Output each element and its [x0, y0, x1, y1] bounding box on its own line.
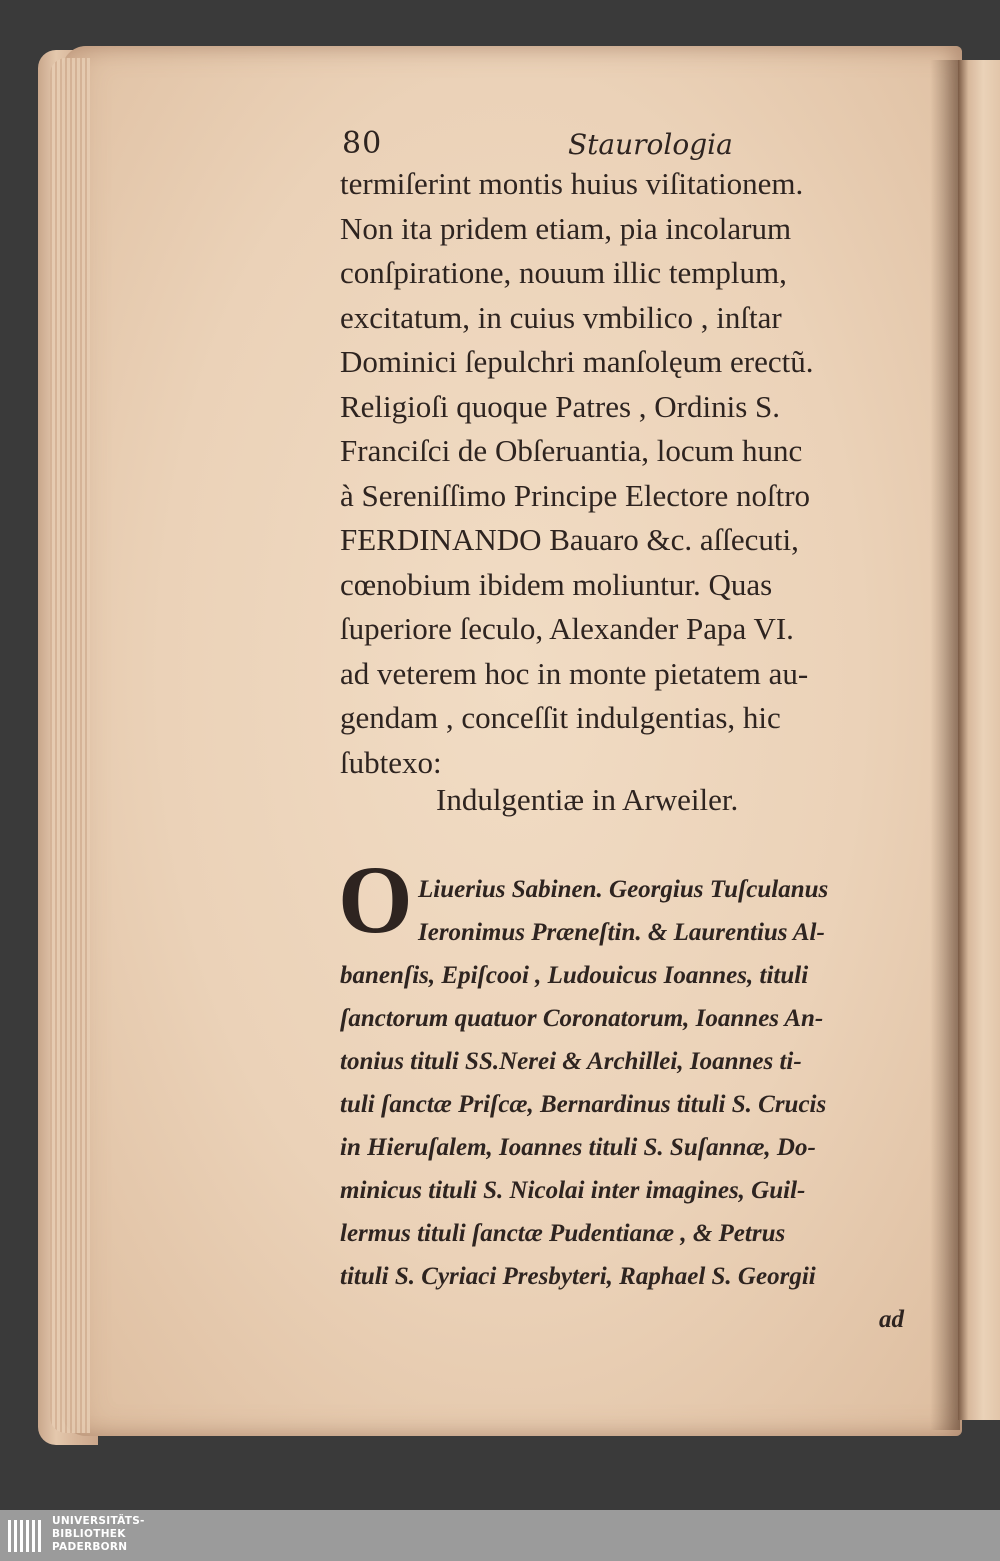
italic-line: banenſis, Epiſcooi , Ludouicus Ioannes, tituli — [340, 962, 809, 989]
library-name-line: UNIVERSITÄTS- — [52, 1515, 145, 1527]
library-footer — [0, 1510, 1000, 1561]
italic-line: in Hieruſalem, Ioannes tituli S. Suſannæ, Do- — [340, 1134, 816, 1161]
catchword: ad — [879, 1306, 904, 1333]
italic-line: Liuerius Sabinen. Georgius Tuſculanus — [418, 876, 829, 903]
drop-cap: O — [338, 846, 413, 953]
body-line: ad veterem hoc in monte pietatem au- — [340, 655, 809, 691]
italic-line: tituli S. Cyriaci Presbyteri, Raphael S. Georgii — [340, 1263, 816, 1290]
body-line: excitatum, in cuius vmbilico , inſtar — [340, 299, 782, 335]
body-line: gendam , conceſſit indulgentias, hic — [340, 700, 781, 735]
page-stack-edge — [50, 58, 90, 1433]
italic-line: lermus tituli ſanctæ Pudentianæ , & Petrus — [340, 1220, 786, 1247]
indulgence-text — [340, 868, 910, 1341]
body-line: cœnobium ibidem moliuntur. Quas — [340, 566, 773, 602]
body-line: ſuperiore ſeculo, Alexander Papa VI. — [340, 611, 794, 646]
library-name-line: BIBLIOTHEK — [52, 1528, 126, 1540]
italic-line: tuli ſanctæ Priſcæ, Bernardinus tituli S. Crucis — [340, 1091, 827, 1118]
body-line: termiſerint montis huius viſitationem. — [340, 166, 804, 201]
italic-line: tonius tituli SS.Nerei & Archillei, Ioannes ti- — [340, 1048, 802, 1075]
body-line: Non ita pridem etiam, pia incolarum — [340, 210, 792, 246]
body-line: ſubtexo: — [340, 744, 442, 780]
running-title: Staurologia — [568, 128, 733, 161]
body-line: FERDINANDO Bauaro &c. aſſecuti, — [340, 522, 799, 557]
library-name-line: PADERBORN — [52, 1541, 128, 1553]
gutter-shadow — [930, 60, 960, 1430]
body-line: Religioſi quoque Patres , Ordinis S. — [340, 388, 781, 424]
body-line: Dominici ſepulchri manſolęum erectũ. — [340, 344, 814, 379]
page-number: 80 — [342, 126, 383, 161]
body-line: conſpiratione, nouum illic templum, — [340, 255, 787, 290]
italic-line: ſanctorum quatuor Coronatorum, Ioannes An- — [340, 1005, 824, 1032]
facing-page-edge — [958, 60, 1000, 1420]
library-name — [52, 1515, 145, 1554]
italic-line: Ieronimus Præneſtin. & Laurentius Al- — [418, 919, 825, 946]
body-line: à Sereniſſimo Principe Electore noſtro — [340, 477, 811, 513]
italic-line: minicus tituli S. Nicolai inter imagines, Guil- — [340, 1177, 806, 1204]
body-text — [340, 162, 910, 785]
section-heading: Indulgentiæ in Arweiler. — [436, 782, 739, 817]
body-line: Franciſci de Obſeruantia, locum hunc — [340, 433, 803, 468]
library-logo-icon — [6, 1516, 46, 1556]
